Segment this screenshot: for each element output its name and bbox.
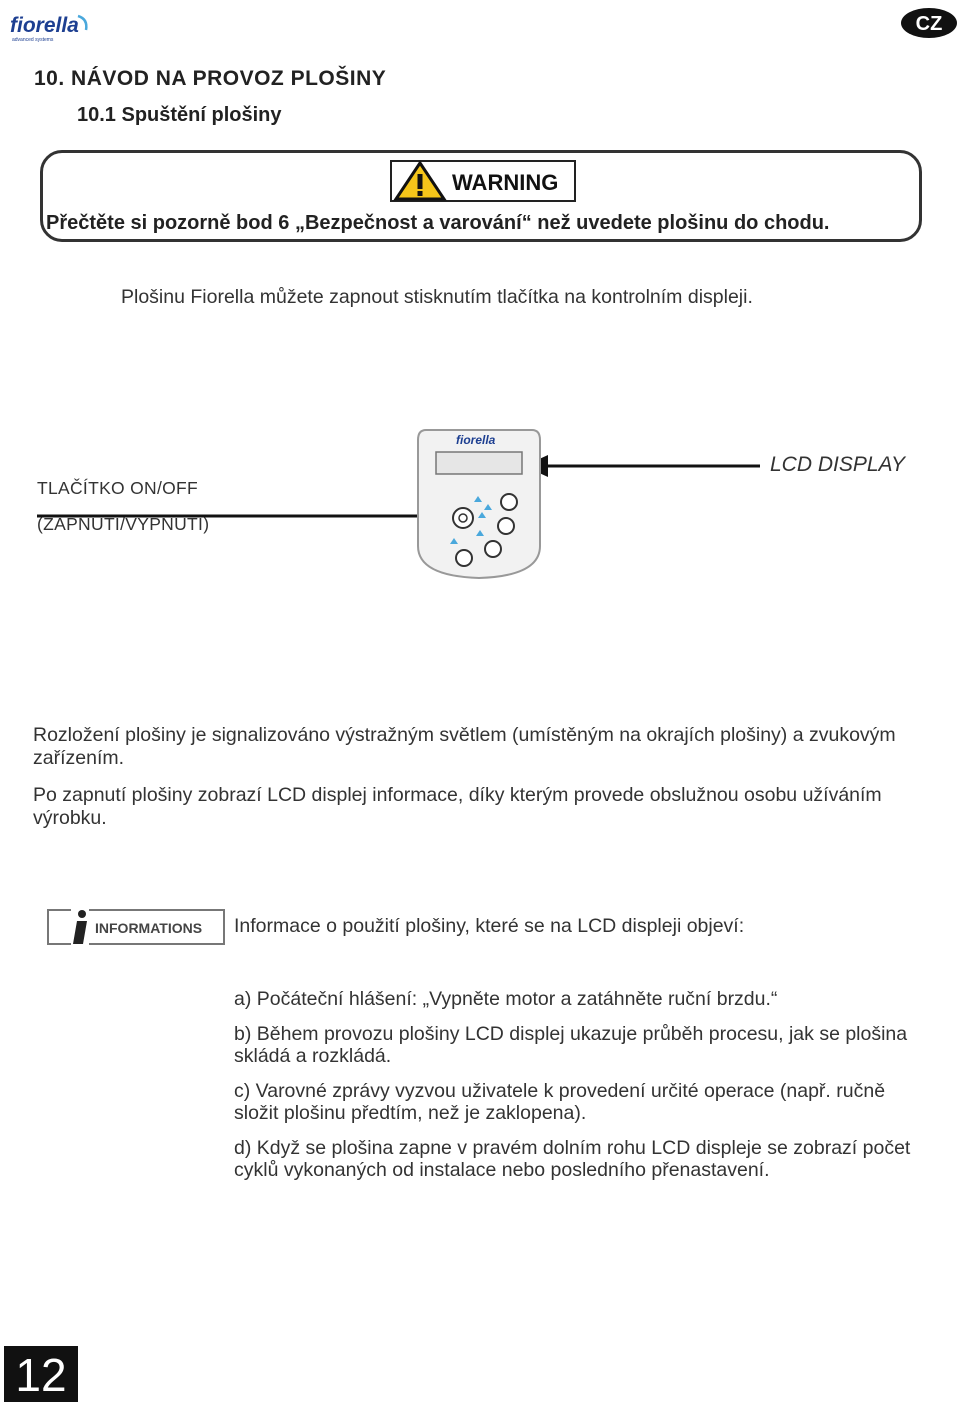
language-badge [900,7,958,39]
list-item: d) Když se plošina zapne v pravém dolním rohu LCD displeje se zobrazí počet cyklů vykonaných od instalace nebo posledního přenastavení. [234,1137,911,1181]
lcd-display-label: LCD DISPLAY [770,453,905,476]
info-icon [71,908,89,946]
on-off-button-label: TLAČÍTKO ON/OFF [37,478,199,498]
on-off-button-label-translation: (ZAPNUTÍ/VYPNUTÍ) [37,514,210,534]
language-code: CZ [915,13,943,35]
page-number: 12 [15,1349,67,1401]
section-title: 10. NÁVOD NA PROVOZ PLOŠINY [34,67,387,90]
warning-badge [390,160,576,202]
warning-text: Přečtěte si pozorně bod 6 „Bezpečnost a varování“ než uvedete plošinu do chodu. [46,212,830,234]
paragraph-warning-light: Rozložení plošiny je signalizováno výstražným světlem (umístěným na okrajích plošiny) a zvukovým zařízením. [33,724,896,769]
informations-badge-label: INFORMATIONS [95,920,203,936]
paragraph-lcd-info: Po zapnutí plošiny zobrazí LCD displej informace, díky kterým provede obslužnou osobu užíváním výrobku. [33,784,882,829]
informations-badge [47,906,225,948]
logo-text: fiorella [10,14,79,37]
device-button-down [485,541,501,557]
list-item: c) Varovné zprávy vyzvou uživatele k provedení určité operace (např. ručně složit plošinu předtím, než je zaklopena). [234,1080,886,1124]
intro-text: Plošinu Fiorella můžete zapnout stisknutím tlačítka na kontrolním displeji. [121,286,753,308]
device-logo: fiorella [456,433,496,447]
device-button-right [498,518,514,534]
info-intro-text: Informace o použití plošiny, které se na LCD displeji objeví: [234,915,745,937]
section-subtitle: 10.1 Spuštění plošiny [77,104,282,126]
on-off-button [453,508,473,528]
lcd-screen [436,452,522,474]
list-item: a) Počáteční hlášení: „Vypněte motor a zatáhněte ruční brzdu.“ [234,988,778,1010]
logo-tagline: advanced systems [12,37,54,43]
list-item: b) Během provozu plošiny LCD displej ukazuje průběh procesu, jak se plošina skládá a rozkládá. [234,1023,908,1067]
warning-badge-label: WARNING [452,170,559,195]
device-button-left [456,550,472,566]
control-panel-image [416,426,542,580]
fiorella-logo [8,8,98,44]
logo-swoosh-icon [78,16,86,30]
info-items-list [234,988,934,1194]
device-button-up [501,494,517,510]
